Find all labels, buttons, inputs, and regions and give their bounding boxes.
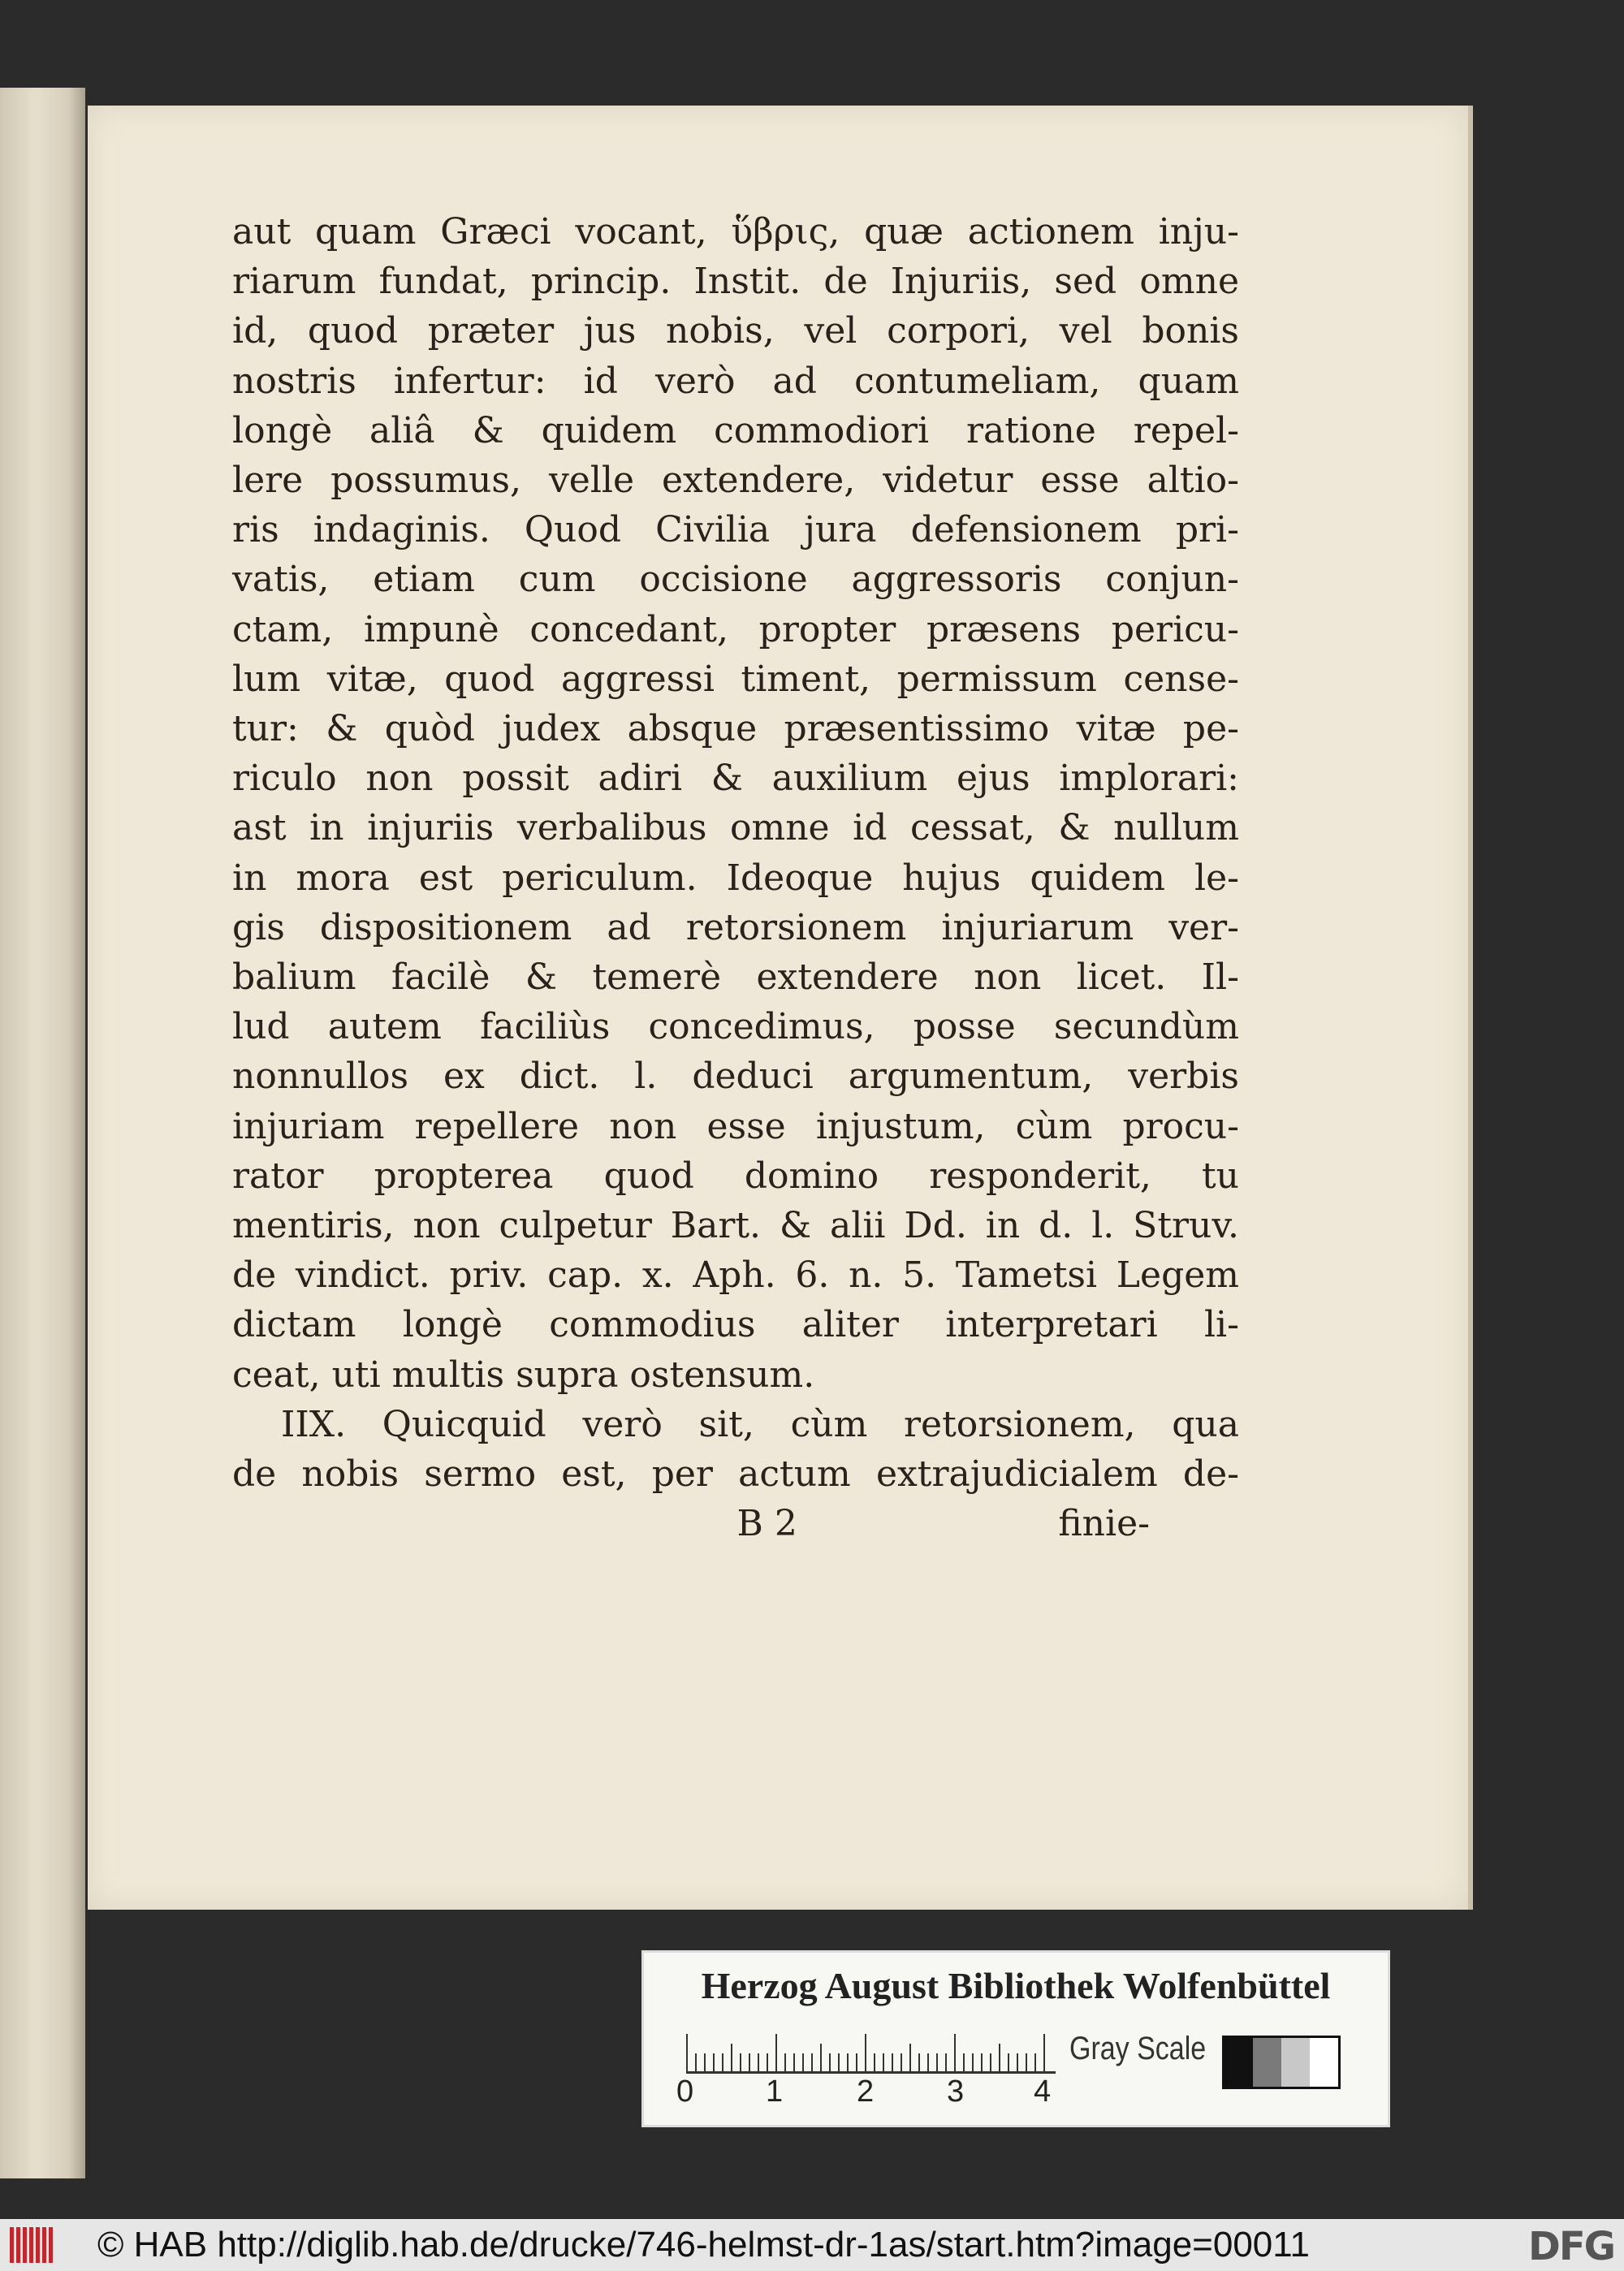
library-name: Herzog August Bibliothek Wolfenbüttel <box>701 1965 1331 2006</box>
ruler-tick <box>749 2053 750 2071</box>
page-text-block <box>232 207 1239 1548</box>
ruler-tick <box>802 2053 804 2071</box>
ruler-tick <box>909 2044 911 2071</box>
ruler-tick <box>775 2034 777 2071</box>
text-line: lum vitæ, quod aggressi timent, permissum cense- <box>232 658 1239 700</box>
text-line: ctam, impunè concedant, propter præsens pericu- <box>232 608 1239 650</box>
text-line: injuriam repellere non esse injustum, cùm procu- <box>232 1105 1239 1147</box>
ruler-tick <box>954 2034 956 2071</box>
gray-scale-swatches <box>1222 2036 1341 2089</box>
text-line: in mora est periculum. Ideoque hujus quidem le- <box>232 857 1239 899</box>
text-line: riarum fundat, princip. Instit. de Injuriis, sed omne <box>232 261 1239 303</box>
hab-logo-icon <box>10 2227 65 2263</box>
ruler-tick <box>829 2053 831 2071</box>
ruler-tick <box>704 2053 706 2071</box>
gray-swatch <box>1310 2038 1338 2087</box>
ruler-tick <box>767 2053 768 2071</box>
ruler-tick <box>892 2053 893 2071</box>
ruler-tick <box>1043 2034 1045 2071</box>
text-line: lere possumus, velle extendere, videtur esse altio- <box>232 460 1239 502</box>
section-heading-line: IIX. Quicquid verò sit, cùm retorsionem, qua <box>281 1403 1239 1445</box>
ruler-tick <box>865 2034 866 2071</box>
ruler-tick <box>936 2053 938 2071</box>
text-line: aut quam Græci vocant, ὕβρις, quæ actionem inju- <box>232 211 1239 253</box>
ruler-label: 2 <box>857 2075 875 2109</box>
ruler-tick <box>784 2053 786 2071</box>
ruler-tick <box>740 2053 741 2071</box>
text-line: rator propterea quod domino responderit, tu <box>232 1155 1239 1197</box>
text-line: longè aliâ & quidem commodiori ratione repel- <box>232 409 1239 451</box>
signature-mark: B 2 <box>736 1503 797 1545</box>
ruler-tick <box>856 2053 857 2071</box>
copyright-url: © HAB http://diglib.hab.de/drucke/746-helmst-dr-1as/start.htm?image=00011 <box>97 2225 1310 2265</box>
dfg-logo: DFG <box>1527 2224 1614 2269</box>
ruler-tick <box>1008 2053 1009 2071</box>
ruler-tick <box>820 2044 822 2071</box>
ruler-label: 4 <box>1034 2075 1052 2109</box>
page-footer <box>232 1499 1150 1548</box>
ruler-tick <box>874 2053 875 2071</box>
text-line: ast in injuriis verbalibus omne id cessat, & nullum <box>232 807 1239 849</box>
ruler-tick <box>838 2053 840 2071</box>
ruler-tick <box>1034 2053 1036 2071</box>
ruler-tick <box>945 2053 947 2071</box>
text-line: ceat, uti multis supra ostensum. <box>232 1354 815 1396</box>
text-line: vatis, etiam cum occisione aggressoris conjun- <box>232 559 1239 601</box>
text-line: dictam longè commodius aliter interpretari li- <box>232 1304 1239 1346</box>
text-line: de vindict. priv. cap. x. Aph. 6. n. 5. Tametsi Legem <box>232 1254 1239 1297</box>
ruler-tick <box>758 2053 759 2071</box>
text-line: gis dispositionem ad retorsionem injuriarum ver- <box>232 906 1239 948</box>
ruler-tick <box>713 2053 715 2071</box>
ruler-label: 3 <box>947 2075 965 2109</box>
ruler-tick <box>722 2053 723 2071</box>
ruler-tick <box>981 2053 983 2071</box>
ruler-tick <box>963 2053 965 2071</box>
ruler-tick <box>731 2044 732 2071</box>
text-line: nonnullos ex dict. l. deduci argumentum, verbis <box>232 1056 1239 1098</box>
ruler-label: 1 <box>766 2075 784 2109</box>
facing-page-edge <box>0 88 85 2178</box>
text-line: de nobis sermo est, per actum extrajudicialem de- <box>232 1453 1239 1496</box>
footer-bar <box>0 2219 1624 2271</box>
book-page <box>88 106 1468 1910</box>
ruler-tick <box>695 2053 697 2071</box>
catchword: finie- <box>1058 1503 1150 1545</box>
text-line: balium facilè & temerè extendere non licet. Il- <box>232 956 1239 999</box>
ruler-tick <box>883 2053 884 2071</box>
ruler-tick <box>972 2053 974 2071</box>
ruler-tick <box>927 2053 929 2071</box>
ruler-tick <box>811 2053 813 2071</box>
ruler-tick <box>1026 2053 1027 2071</box>
text-line: riculo non possit adiri & auxilium ejus implorari: <box>232 758 1239 800</box>
text-line: id, quod præter jus nobis, vel corpori, vel bonis <box>232 310 1239 352</box>
ruler-tick <box>1017 2053 1018 2071</box>
text-line: lud autem faciliùs concedimus, posse secundùm <box>232 1006 1239 1048</box>
gray-scale-label: Gray Scale <box>1069 2031 1207 2066</box>
gray-swatch <box>1253 2038 1281 2087</box>
ruler-tick <box>793 2053 795 2071</box>
text-line: tur: & quòd judex absque præsentissimo vitæ pe- <box>232 708 1239 750</box>
text-line: ris indaginis. Quod Civilia jura defensionem pri- <box>232 509 1239 551</box>
ruler-tick <box>990 2053 991 2071</box>
ruler-tick <box>901 2053 902 2071</box>
ruler-tick <box>847 2053 849 2071</box>
ruler-tick <box>999 2044 1000 2071</box>
gray-swatch <box>1281 2038 1310 2087</box>
color-calibration-card <box>641 1950 1390 2127</box>
scale-ruler <box>686 2031 1056 2074</box>
ruler-labels <box>676 2075 1082 2107</box>
gray-swatch <box>1224 2038 1253 2087</box>
text-line: nostris infertur: id verò ad contumeliam, quam <box>232 360 1239 402</box>
text-line: mentiris, non culpetur Bart. & alii Dd. in d. l. Struv. <box>232 1205 1239 1247</box>
ruler-tick <box>686 2034 688 2071</box>
ruler-label: 0 <box>676 2075 694 2109</box>
ruler-tick <box>918 2053 920 2071</box>
